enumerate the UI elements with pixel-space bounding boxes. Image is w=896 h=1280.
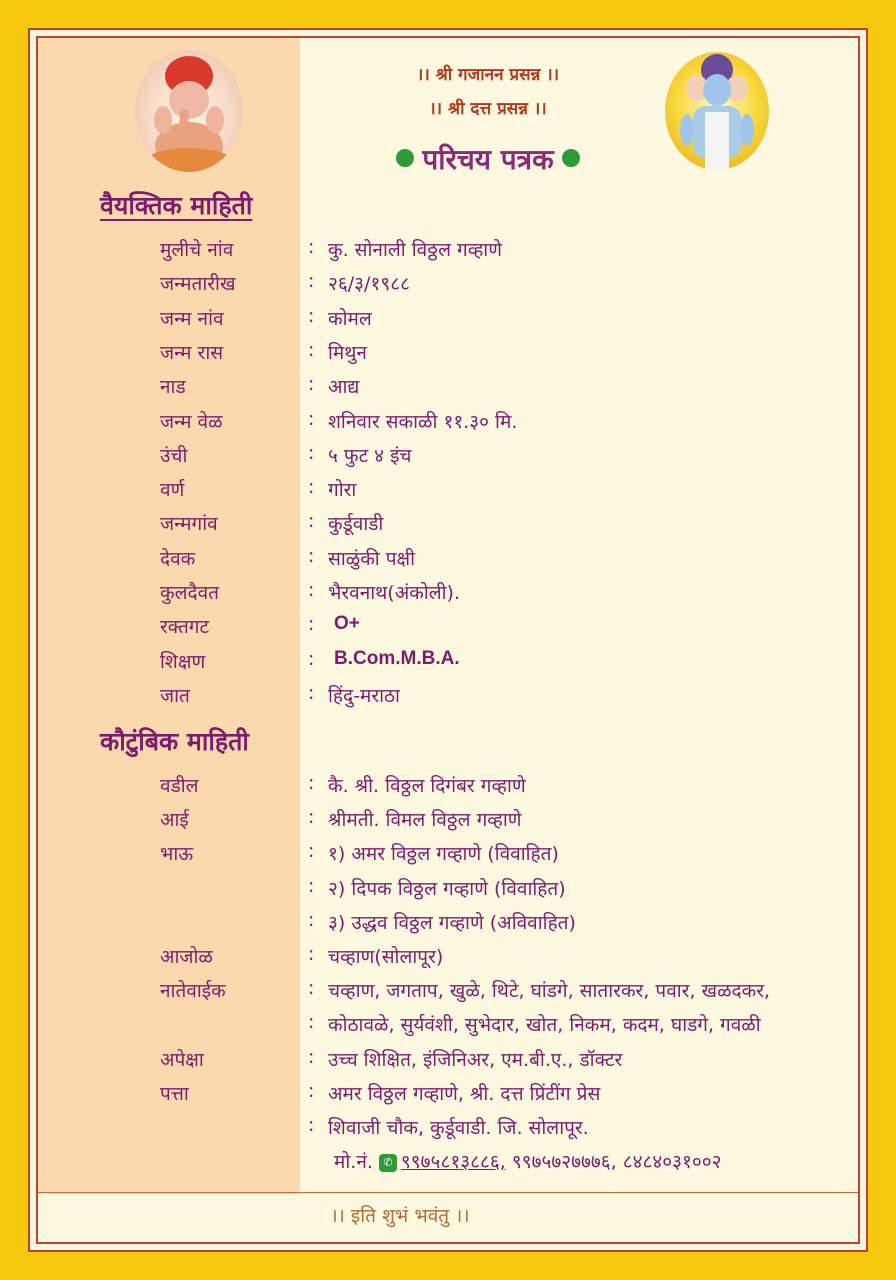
family-info-value: १) अमर विठ्ठल गव्हाणे (विवाहित)	[328, 843, 559, 866]
family-info-value: कै. श्री. विठ्ठल दिगंबर गव्हाणे	[328, 775, 526, 797]
colon-separator: :	[308, 772, 315, 794]
personal-info-row	[38, 408, 860, 438]
family-info-label: नातेवाईक	[160, 980, 226, 1003]
colon-separator: :	[308, 681, 315, 704]
colon-separator: :	[308, 647, 315, 670]
family-info-row	[38, 1080, 860, 1110]
personal-info-label: कुलदैवत	[160, 582, 219, 604]
personal-info-row	[38, 236, 860, 266]
personal-info-label: जन्म रास	[160, 341, 224, 364]
personal-info-label: मुलीचे नांव	[160, 239, 234, 261]
colon-separator: :	[308, 270, 315, 293]
personal-info-label: जन्म नांव	[160, 307, 224, 330]
personal-info-row	[38, 339, 860, 369]
family-info-row	[38, 806, 860, 836]
colon-separator: :	[308, 236, 315, 258]
colon-separator: :	[308, 338, 315, 361]
colon-separator: :	[308, 1011, 315, 1034]
colon-separator: :	[308, 407, 315, 430]
personal-info-value: O+	[334, 613, 360, 635]
family-info-row	[38, 943, 860, 973]
bullet-dot-icon	[562, 149, 580, 167]
family-info-value: शिवाजी चौक, कुर्डूवाडी. जि. सोलापूर.	[328, 1117, 589, 1139]
family-info-value: उच्च शिक्षित, इंजिनिअर, एम.बी.ए., डॉक्टर	[328, 1048, 623, 1071]
personal-info-label: वर्ण	[160, 479, 185, 502]
personal-info-label: जन्मतारीख	[160, 273, 236, 296]
personal-info-row	[38, 648, 860, 678]
family-info-row	[38, 1114, 860, 1144]
personal-info-label: जन्मगांव	[160, 513, 218, 536]
colon-separator: :	[308, 1045, 315, 1068]
colon-separator: :	[308, 1114, 315, 1136]
colon-separator: :	[308, 441, 315, 464]
colon-separator: :	[308, 908, 315, 931]
personal-info-value: साळुंकी पक्षी	[328, 547, 416, 570]
bullet-dot-icon	[396, 149, 414, 167]
family-info-value: श्रीमती. विमल विठ्ठल गव्हाणे	[328, 809, 522, 832]
colon-separator: :	[308, 304, 315, 327]
card	[36, 36, 860, 1244]
colon-separator: :	[308, 874, 315, 897]
mobile-number-rest: ९९७५७२७७७६, ८४८४०३१००२	[511, 1151, 722, 1173]
family-info-value: चव्हाण, जगताप, खुळे, थिटे, घांडगे, सातारकर, पवार, खळदकर,	[328, 980, 770, 1003]
family-info-row	[38, 772, 860, 802]
family-info-label: अपेक्षा	[160, 1048, 204, 1071]
personal-info-value: कु. सोनाली विठ्ठल गव्हाणे	[328, 239, 502, 261]
colon-separator: :	[308, 1079, 315, 1102]
personal-info-row	[38, 613, 860, 643]
personal-info-label: नाड	[160, 376, 186, 399]
family-info-heading: कौटुंबिक माहिती	[100, 727, 249, 756]
whatsapp-icon: ✆	[379, 1154, 397, 1172]
mobile-label: मो.नं.	[334, 1151, 373, 1173]
personal-info-value: शनिवार सकाळी ११.३० मि.	[328, 410, 518, 433]
personal-info-row	[38, 682, 860, 712]
colon-separator: :	[308, 579, 315, 601]
family-info-value: कोठावळे, सुर्यवंशी, सुभेदार, खोत, निकम, कदम, घाडगे, गवळी	[328, 1014, 761, 1037]
colon-separator: :	[308, 476, 315, 499]
colon-separator: :	[308, 840, 315, 863]
dattatreya-image	[665, 52, 769, 170]
family-info-label: पत्ता	[160, 1082, 189, 1105]
personal-info-row	[38, 510, 860, 540]
personal-info-value: २६/३/१९८८	[328, 273, 410, 296]
family-info-row	[38, 977, 860, 1007]
family-info-value: ३) उद्धव विठ्ठल गव्हाणे (अविवाहित)	[328, 911, 576, 934]
mobile-numbers	[334, 1148, 722, 1174]
footer-blessing: ।। इति शुभं भवंतु ।।	[330, 1205, 470, 1227]
title-text: परिचय पत्रक	[422, 143, 554, 176]
family-info-label: वडील	[160, 775, 199, 797]
personal-info-row	[38, 579, 860, 609]
family-info-value: अमर विठ्ठल गव्हाणे, श्री. दत्त प्रिंटींग प्रेस	[328, 1082, 601, 1105]
personal-info-value: B.Com.M.B.A.	[334, 647, 460, 669]
personal-info-label: जात	[160, 684, 190, 707]
personal-info-label: देवक	[160, 547, 196, 570]
family-info-label: आई	[160, 809, 189, 832]
personal-info-row	[38, 545, 860, 575]
family-info-value: २) दिपक विठ्ठल गव्हाणे (विवाहित)	[328, 877, 566, 900]
colon-separator: :	[308, 373, 315, 396]
family-info-row	[38, 909, 860, 939]
divider-line	[36, 1192, 860, 1193]
personal-info-value: हिंदु-मराठा	[328, 684, 400, 707]
page-title	[358, 140, 618, 178]
personal-info-row	[38, 270, 860, 300]
personal-info-value: मिथुन	[328, 341, 367, 364]
mobile-number-1: ९९७५८१३८८६,	[400, 1151, 506, 1173]
colon-separator: :	[308, 977, 315, 1000]
personal-info-value: भैरवनाथ(अंकोली).	[328, 582, 460, 604]
colon-separator: :	[308, 510, 315, 533]
personal-info-row	[38, 476, 860, 506]
family-info-row	[38, 840, 860, 870]
family-info-label: भाऊ	[160, 843, 194, 866]
personal-info-heading: वैयक्तिक माहिती	[100, 191, 253, 220]
invocation-line-1: ।। श्री गजानन प्रसन्न ।।	[416, 65, 560, 85]
colon-separator: :	[308, 943, 315, 965]
personal-info-value: आद्य	[328, 376, 360, 399]
family-info-value: चव्हाण(सोलापूर)	[328, 946, 444, 968]
family-info-row	[38, 875, 860, 905]
invocation-line-2: ।। श्री दत्त प्रसन्न ।।	[429, 99, 547, 119]
personal-info-label: रक्तगट	[160, 616, 210, 639]
personal-info-label: जन्म वेळ	[160, 410, 223, 433]
family-info-row	[38, 1046, 860, 1076]
personal-info-row	[38, 442, 860, 472]
personal-info-value: कुर्डूवाडी	[328, 513, 384, 536]
personal-info-value: कोमल	[328, 307, 372, 330]
personal-info-label: शिक्षण	[160, 650, 206, 673]
colon-separator: :	[308, 613, 315, 636]
personal-info-row	[38, 305, 860, 335]
family-info-row	[38, 1011, 860, 1041]
ganesha-image	[135, 50, 243, 172]
personal-info-label: उंची	[160, 444, 188, 467]
family-info-label: आजोळ	[160, 946, 213, 968]
colon-separator: :	[308, 806, 315, 829]
personal-info-value: ५ फुट ४ इंच	[328, 444, 412, 467]
personal-info-row	[38, 373, 860, 403]
colon-separator: :	[308, 544, 315, 567]
personal-info-value: गोरा	[328, 479, 357, 502]
